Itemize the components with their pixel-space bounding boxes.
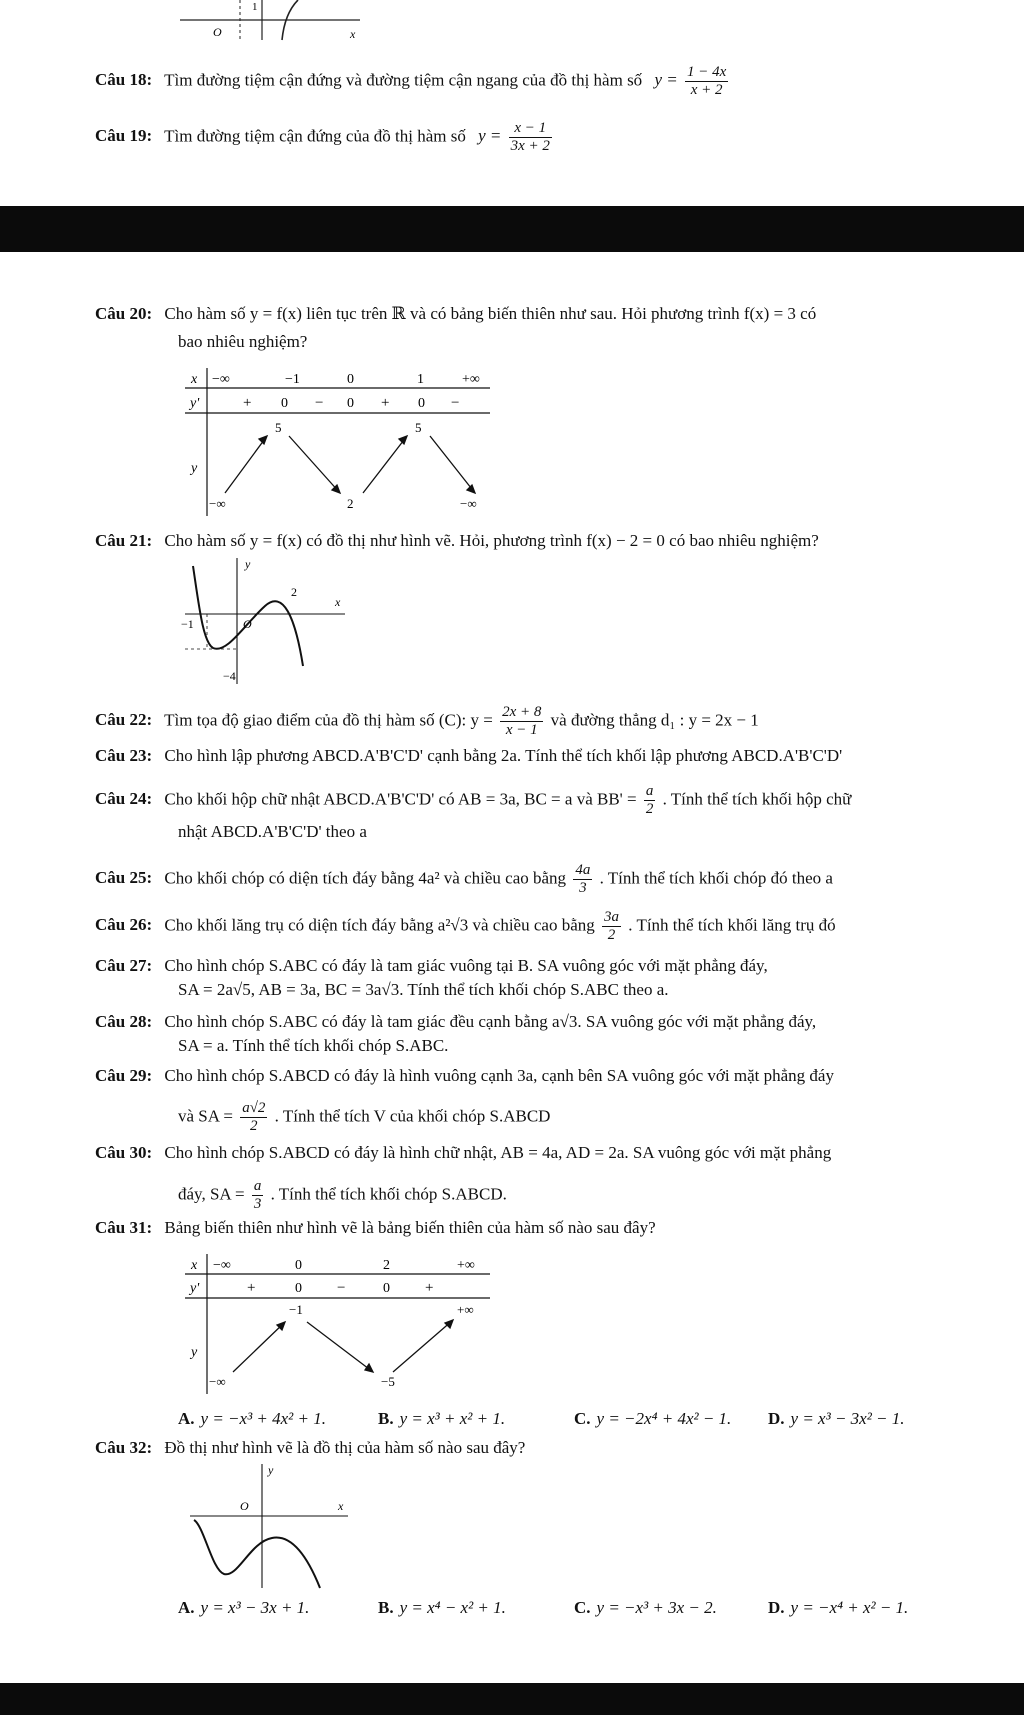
q31-option-a[interactable] [178, 1409, 326, 1429]
q32-option-a-expr: y = x³ − 3x + 1. [200, 1598, 310, 1617]
q24-text: Cho khối hộp chữ nhật ABCD.A'B'C'D' có AB = 3a, BC = a và BB' = [164, 789, 637, 809]
q27-text: Cho hình chóp S.ABC có đáy là tam giác vuông tại B. SA vuông góc với mặt phẳng đáy, [164, 956, 768, 975]
q32-option-d-key: D. [768, 1598, 785, 1617]
q25-text: Cho khối chóp có diện tích đáy bằng 4a² và chiều cao bằng [164, 868, 567, 888]
q19-fn: y = [478, 126, 502, 146]
t20-y-val: 5 [275, 420, 282, 435]
q23-text: Cho hình lập phương ABCD.A'B'C'D' cạnh bằng 2a. Tính thể tích khối lập phương ABCD.A'B'C'D' [164, 746, 843, 765]
t20-yp-label: y' [190, 396, 200, 411]
q22-text: Tìm tọa độ giao điểm của đồ thị hàm số (C): y = [164, 710, 493, 730]
q25-den: 3 [579, 880, 587, 896]
q22-label: Câu 22: [95, 710, 153, 730]
t20-x-val: −∞ [212, 372, 230, 387]
t31-sign: 0 [295, 1281, 302, 1296]
graph-21 [175, 556, 355, 686]
q28-text-2: SA = a. Tính thể tích khối chóp S.ABC. [178, 1036, 449, 1055]
q20-text: Cho hàm số y = f(x) liên tục trên ℝ và có bảng biến thiên như sau. Hỏi phương trình f(x) = 3 có [164, 304, 817, 323]
q18-label: Câu 18: [95, 70, 153, 90]
q30-fraction [252, 1178, 264, 1213]
q31-option-a-expr: y = −x³ + 4x² + 1. [200, 1409, 326, 1428]
q26-fraction [602, 909, 621, 944]
t20-y-val: −∞ [209, 496, 226, 511]
t31-x-val: 2 [383, 1258, 390, 1273]
q31-option-c[interactable] [574, 1409, 731, 1429]
t31-x-val: +∞ [457, 1258, 475, 1273]
q21-text: Cho hàm số y = f(x) có đồ thị như hình vẽ. Hỏi, phương trình f(x) − 2 = 0 có bao nhiêu nghiệm? [164, 531, 819, 550]
question-25 [95, 862, 1000, 897]
t20-sign: + [243, 395, 252, 411]
q19-num: x − 1 [509, 120, 552, 138]
black-band-bottom [0, 1683, 1024, 1715]
q32-option-b[interactable] [378, 1598, 506, 1618]
question-32 [95, 1436, 1000, 1460]
question-31 [95, 1216, 1000, 1240]
t20-sign: + [381, 395, 390, 411]
q29-num: a√2 [242, 1100, 266, 1116]
question-30 [95, 1141, 1000, 1165]
question-23 [95, 744, 1000, 768]
variation-table-20 [185, 368, 490, 518]
q32-option-a-key: A. [178, 1598, 195, 1617]
q26-text: Cho khối lăng trụ có diện tích đáy bằng a²√3 và chiều cao bằng [164, 915, 595, 935]
q20-text-2: bao nhiêu nghiệm? [178, 332, 308, 351]
q31-label: Câu 31: [95, 1218, 153, 1237]
q24-fraction [644, 783, 656, 818]
t20-y-val: 2 [347, 496, 354, 511]
q18-fn: y = [654, 70, 678, 90]
t31-y-val: −5 [381, 1374, 395, 1389]
black-band-top [0, 206, 1024, 252]
q30-text-2b: . Tính thể tích khối chóp S.ABCD. [270, 1184, 507, 1204]
q27-label: Câu 27: [95, 956, 153, 975]
q19-text: Tìm đường tiệm cận đứng của đồ thị hàm số [164, 126, 466, 146]
q26-label: Câu 26: [95, 915, 153, 935]
q18-den: x + 2 [690, 82, 723, 98]
question-29 [95, 1064, 1000, 1088]
q29-fraction [240, 1100, 267, 1135]
q23-label: Câu 23: [95, 746, 153, 765]
g21-two: 2 [291, 585, 297, 599]
t31-y-label: y [191, 1345, 198, 1360]
q22-text-2: và đường thẳng d₁ : y = 2x − 1 [550, 710, 759, 730]
q19-label: Câu 19: [95, 126, 153, 146]
q18-fraction [685, 64, 728, 99]
q31-option-d-key: D. [768, 1409, 785, 1428]
q18-text: Tìm đường tiệm cận đứng và đường tiệm cận ngang của đồ thị hàm số [164, 70, 643, 90]
t20-sign: 0 [281, 396, 288, 411]
g32-y: y [268, 1463, 274, 1477]
question-19 [95, 120, 1000, 155]
t20-sign: 0 [347, 396, 354, 411]
t31-x-label: x [191, 1258, 198, 1273]
g21-m4: −4 [223, 669, 236, 683]
t31-sign: + [425, 1280, 434, 1296]
t31-x-val: 0 [295, 1258, 302, 1273]
q25-fraction [573, 862, 592, 897]
q20-label: Câu 20: [95, 304, 153, 323]
t31-sign: + [247, 1280, 256, 1296]
t31-x-val: −∞ [213, 1258, 231, 1273]
q18-num: 1 − 4x [686, 64, 727, 80]
q31-option-d-expr: y = x³ − 3x² − 1. [790, 1409, 905, 1428]
q22-den: x − 1 [505, 722, 538, 738]
t20-sign: 0 [418, 396, 425, 411]
q27-text-2: SA = 2a√5, AB = 3a, BC = 3a√3. Tính thể tích khối chóp S.ABC theo a. [178, 980, 669, 999]
q32-label: Câu 32: [95, 1438, 153, 1457]
question-18 [95, 64, 1000, 99]
q22-num: 2x + 8 [502, 704, 542, 720]
q31-option-c-key: C. [574, 1409, 591, 1428]
q31-option-c-expr: y = −2x⁴ + 4x² − 1. [596, 1409, 732, 1428]
q31-option-a-key: A. [178, 1409, 195, 1428]
q32-option-d[interactable] [768, 1598, 908, 1618]
t20-x-val: 0 [347, 372, 354, 387]
t20-x-val: −1 [285, 372, 300, 387]
q19-fraction [509, 120, 552, 155]
q30-text: Cho hình chóp S.ABCD có đáy là hình chữ nhật, AB = 4a, AD = 2a. SA vuông góc với mặt phẳng [164, 1143, 832, 1162]
t31-sign: − [337, 1280, 346, 1296]
q31-option-b[interactable] [378, 1409, 505, 1429]
q32-option-b-expr: y = x⁴ − x² + 1. [399, 1598, 506, 1617]
question-22 [95, 704, 1000, 739]
q24-den: 2 [645, 801, 654, 817]
top-graph-fragment [0, 0, 1024, 40]
t20-x-val: 1 [417, 372, 424, 387]
q32-option-c[interactable] [574, 1598, 717, 1618]
q30-line-2 [178, 1178, 507, 1213]
t31-y-val: +∞ [457, 1302, 474, 1317]
t31-y-val: −1 [289, 1302, 303, 1317]
q30-label: Câu 30: [95, 1143, 153, 1162]
question-27 [95, 954, 1000, 978]
q29-text-2b: . Tính thể tích V của khối chóp S.ABCD [274, 1106, 551, 1126]
t31-y-val: −∞ [209, 1374, 226, 1389]
question-20 [95, 302, 1000, 326]
q22-fraction [500, 704, 543, 739]
q28-label: Câu 28: [95, 1012, 153, 1031]
top-graph-origin: O [213, 25, 222, 39]
q28-text: Cho hình chóp S.ABC có đáy là tam giác đều cạnh bằng a√3. SA vuông góc với mặt phẳng đáy, [164, 1012, 817, 1031]
g21-o: O [243, 617, 252, 631]
q31-option-d[interactable] [768, 1409, 905, 1429]
q30-text-2a: đáy, SA = [178, 1184, 245, 1204]
t31-sign: 0 [383, 1281, 390, 1296]
q32-option-c-key: C. [574, 1598, 591, 1617]
q21-label: Câu 21: [95, 531, 153, 550]
q29-line-2 [178, 1100, 550, 1135]
q31-text: Bảng biến thiên như hình vẽ là bảng biến thiên của hàm số nào sau đây? [164, 1218, 656, 1237]
g32-o: O [240, 1499, 249, 1513]
g21-m1: −1 [181, 617, 194, 631]
t20-sign: − [451, 395, 460, 411]
q24-label: Câu 24: [95, 789, 153, 809]
q25-text-2: . Tính thể tích khối chóp đó theo a [599, 868, 833, 888]
t31-yp-label: y' [190, 1281, 200, 1296]
t20-x-label: x [191, 372, 198, 387]
q26-text-2: . Tính thể tích khối lăng trụ đó [628, 915, 836, 935]
top-graph-one: 1 [252, 1, 258, 13]
t20-y-label: y [191, 461, 198, 476]
q31-option-b-key: B. [378, 1409, 394, 1428]
q25-num: 4a [575, 862, 591, 878]
g21-y: y [245, 557, 251, 571]
q30-den: 3 [253, 1196, 262, 1212]
q24-num: a [645, 783, 654, 799]
q32-option-d-expr: y = −x⁴ + x² − 1. [790, 1598, 909, 1617]
q32-option-b-key: B. [378, 1598, 394, 1617]
t20-y-val: 5 [415, 420, 422, 435]
g32-x: x [338, 1499, 344, 1513]
q30-num: a [253, 1178, 262, 1194]
q31-option-b-expr: y = x³ + x² + 1. [399, 1409, 506, 1428]
q32-text: Đồ thị như hình vẽ là đồ thị của hàm số nào sau đây? [164, 1438, 526, 1457]
q26-den: 2 [607, 927, 616, 943]
q24-text-3: nhật ABCD.A'B'C'D' theo a [178, 822, 367, 841]
t20-sign: − [315, 395, 324, 411]
q19-den: 3x + 2 [510, 138, 550, 154]
graph-32 [180, 1462, 360, 1592]
question-21 [95, 529, 1000, 553]
t20-y-val: −∞ [460, 496, 477, 511]
q29-text: Cho hình chóp S.ABCD có đáy là hình vuông cạnh 3a, cạnh bên SA vuông góc với mặt phẳng đáy [164, 1066, 834, 1085]
q24-text-2: . Tính thể tích khối hộp chữ [662, 789, 852, 809]
q32-option-c-expr: y = −x³ + 3x − 2. [596, 1598, 717, 1617]
g21-x: x [335, 595, 341, 609]
top-graph-x: x [350, 27, 356, 41]
t20-x-val: +∞ [462, 372, 480, 387]
question-28 [95, 1010, 1000, 1034]
q29-label: Câu 29: [95, 1066, 153, 1085]
q32-option-a[interactable] [178, 1598, 309, 1618]
variation-table-31 [185, 1254, 490, 1399]
q25-label: Câu 25: [95, 868, 153, 888]
question-26 [95, 909, 1000, 944]
question-24 [95, 783, 1000, 818]
q29-den: 2 [250, 1118, 258, 1134]
q29-text-2a: và SA = [178, 1106, 233, 1126]
q26-num: 3a [604, 909, 619, 925]
